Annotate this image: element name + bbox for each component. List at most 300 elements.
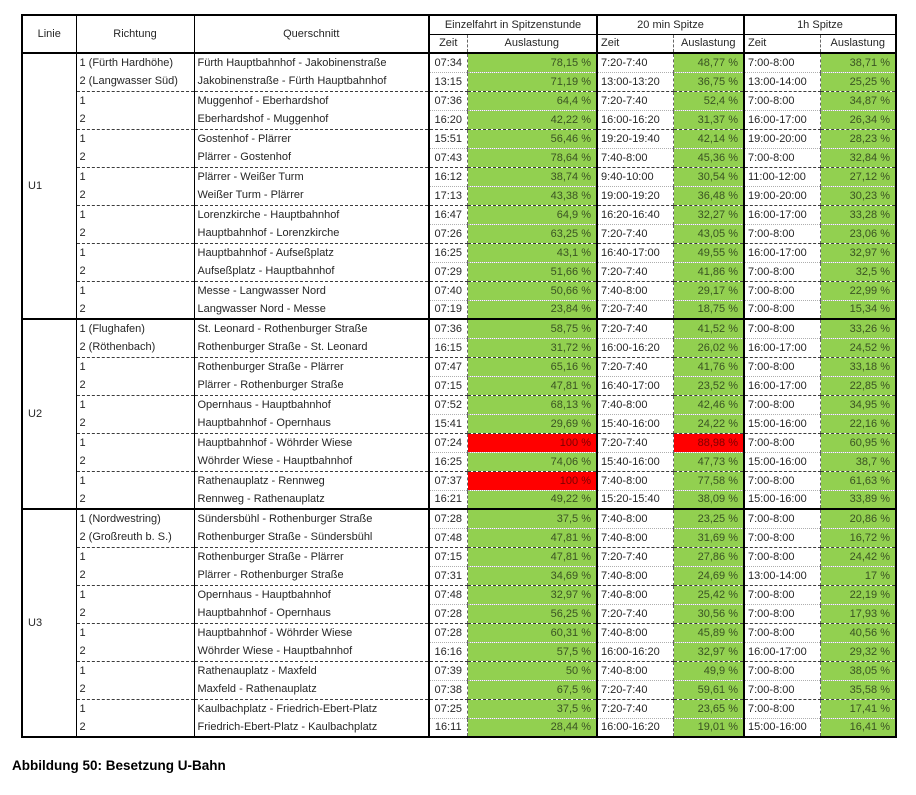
table-row [22, 509, 896, 528]
cell-einzel-auslastung: 56,46 % [467, 129, 597, 148]
col-header-linie: Linie [22, 15, 76, 53]
cell-einzel-zeit: 07:25 [429, 699, 467, 718]
cell-querschnitt: Rennweg - Rathenauplatz [194, 490, 429, 509]
cell-einzel-auslastung: 43,1 % [467, 243, 597, 262]
cell-einzel-auslastung: 78,15 % [467, 53, 597, 72]
cell-einzel-auslastung: 100 % [467, 433, 597, 452]
cell-querschnitt: Rathenauplatz - Rennweg [194, 471, 429, 490]
cell-einzel-auslastung: 47,81 % [467, 528, 597, 547]
cell-20min-zeit: 9:40-10:00 [597, 167, 673, 186]
cell-einzel-zeit: 07:52 [429, 395, 467, 414]
cell-20min-zeit: 7:40-8:00 [597, 395, 673, 414]
cell-linie: U3 [22, 509, 76, 737]
cell-linie: U2 [22, 319, 76, 509]
cell-20min-zeit: 16:40-17:00 [597, 243, 673, 262]
cell-einzel-auslastung: 58,75 % [467, 319, 597, 338]
cell-1h-zeit: 7:00-8:00 [744, 357, 820, 376]
col-header-einzelfahrt: Einzelfahrt in Spitzenstunde [429, 15, 597, 34]
cell-einzel-auslastung: 50 % [467, 661, 597, 680]
table-row [22, 72, 896, 91]
table-row [22, 661, 896, 680]
cell-1h-auslastung: 24,42 % [820, 547, 896, 566]
cell-richtung: 2 [76, 148, 194, 167]
col-header-richtung: Richtung [76, 15, 194, 53]
cell-einzel-auslastung: 23,84 % [467, 300, 597, 319]
cell-1h-zeit: 7:00-8:00 [744, 148, 820, 167]
cell-1h-zeit: 7:00-8:00 [744, 699, 820, 718]
cell-einzel-zeit: 07:39 [429, 661, 467, 680]
cell-querschnitt: Rothenburger Straße - Plärrer [194, 357, 429, 376]
cell-einzel-auslastung: 57,5 % [467, 642, 597, 661]
cell-einzel-auslastung: 29,69 % [467, 414, 597, 433]
cell-einzel-zeit: 07:28 [429, 509, 467, 528]
cell-einzel-zeit: 07:31 [429, 566, 467, 585]
cell-richtung: 2 [76, 566, 194, 585]
cell-1h-zeit: 7:00-8:00 [744, 281, 820, 300]
cell-20min-auslastung: 24,69 % [673, 566, 744, 585]
cell-richtung: 2 [76, 680, 194, 699]
cell-20min-zeit: 7:20-7:40 [597, 91, 673, 110]
table-row [22, 262, 896, 281]
cell-1h-auslastung: 61,63 % [820, 471, 896, 490]
table-row [22, 414, 896, 433]
cell-1h-auslastung: 32,97 % [820, 243, 896, 262]
cell-20min-auslastung: 30,56 % [673, 604, 744, 623]
cell-einzel-zeit: 07:36 [429, 91, 467, 110]
table-row [22, 53, 896, 72]
cell-20min-zeit: 7:40-8:00 [597, 148, 673, 167]
table-row [22, 433, 896, 452]
cell-1h-zeit: 16:00-17:00 [744, 642, 820, 661]
cell-20min-zeit: 7:40-8:00 [597, 585, 673, 604]
table-row [22, 680, 896, 699]
table-row [22, 452, 896, 471]
cell-1h-zeit: 7:00-8:00 [744, 623, 820, 642]
table-header [22, 15, 896, 53]
cell-1h-auslastung: 27,12 % [820, 167, 896, 186]
cell-richtung: 1 [76, 433, 194, 452]
cell-1h-zeit: 7:00-8:00 [744, 471, 820, 490]
cell-einzel-auslastung: 38,74 % [467, 167, 597, 186]
cell-richtung: 2 [76, 414, 194, 433]
cell-20min-auslastung: 29,17 % [673, 281, 744, 300]
cell-einzel-auslastung: 60,31 % [467, 623, 597, 642]
col-header-20min-spitze: 20 min Spitze [597, 15, 744, 34]
cell-richtung: 1 [76, 471, 194, 490]
cell-20min-zeit: 15:40-16:00 [597, 414, 673, 433]
cell-20min-auslastung: 45,89 % [673, 623, 744, 642]
cell-richtung: 2 (Großreuth b. S.) [76, 528, 194, 547]
cell-einzel-zeit: 15:41 [429, 414, 467, 433]
table-row [22, 319, 896, 338]
cell-20min-zeit: 7:20-7:40 [597, 300, 673, 319]
cell-20min-zeit: 16:00-16:20 [597, 110, 673, 129]
cell-richtung: 2 [76, 604, 194, 623]
table-row [22, 186, 896, 205]
cell-einzel-auslastung: 47,81 % [467, 376, 597, 395]
cell-querschnitt: Muggenhof - Eberhardshof [194, 91, 429, 110]
cell-einzel-zeit: 07:48 [429, 585, 467, 604]
cell-richtung: 1 [76, 699, 194, 718]
table-row [22, 604, 896, 623]
cell-richtung: 1 [76, 395, 194, 414]
cell-querschnitt: Lorenzkirche - Hauptbahnhof [194, 205, 429, 224]
cell-1h-zeit: 16:00-17:00 [744, 205, 820, 224]
cell-einzel-zeit: 16:16 [429, 642, 467, 661]
cell-20min-auslastung: 27,86 % [673, 547, 744, 566]
cell-einzel-auslastung: 50,66 % [467, 281, 597, 300]
cell-querschnitt: Rothenburger Straße - Plärrer [194, 547, 429, 566]
cell-einzel-auslastung: 56,25 % [467, 604, 597, 623]
cell-querschnitt: Messe - Langwasser Nord [194, 281, 429, 300]
cell-20min-auslastung: 36,48 % [673, 186, 744, 205]
cell-richtung: 2 [76, 262, 194, 281]
cell-einzel-zeit: 16:12 [429, 167, 467, 186]
cell-1h-zeit: 7:00-8:00 [744, 509, 820, 528]
cell-richtung: 2 [76, 452, 194, 471]
table-row [22, 585, 896, 604]
cell-querschnitt: Gostenhof - Plärrer [194, 129, 429, 148]
cell-querschnitt: Wöhrder Wiese - Hauptbahnhof [194, 452, 429, 471]
cell-einzel-auslastung: 31,72 % [467, 338, 597, 357]
cell-richtung: 2 [76, 186, 194, 205]
cell-einzel-zeit: 07:19 [429, 300, 467, 319]
cell-querschnitt: St. Leonard - Rothenburger Straße [194, 319, 429, 338]
cell-richtung: 1 [76, 129, 194, 148]
cell-20min-zeit: 7:20-7:40 [597, 680, 673, 699]
cell-einzel-auslastung: 78,64 % [467, 148, 597, 167]
cell-richtung: 1 [76, 585, 194, 604]
table-row [22, 148, 896, 167]
cell-1h-auslastung: 16,41 % [820, 718, 896, 737]
cell-1h-zeit: 13:00-14:00 [744, 566, 820, 585]
cell-20min-zeit: 7:40-8:00 [597, 528, 673, 547]
cell-einzel-zeit: 07:34 [429, 53, 467, 72]
cell-querschnitt: Friedrich-Ebert-Platz - Kaulbachplatz [194, 718, 429, 737]
cell-richtung: 2 [76, 718, 194, 737]
cell-1h-auslastung: 33,26 % [820, 319, 896, 338]
cell-einzel-auslastung: 28,44 % [467, 718, 597, 737]
table-row [22, 300, 896, 319]
table-row [22, 205, 896, 224]
cell-1h-auslastung: 35,58 % [820, 680, 896, 699]
cell-einzel-auslastung: 49,22 % [467, 490, 597, 509]
cell-1h-zeit: 7:00-8:00 [744, 224, 820, 243]
cell-20min-zeit: 19:20-19:40 [597, 129, 673, 148]
cell-1h-zeit: 15:00-16:00 [744, 490, 820, 509]
cell-richtung: 1 [76, 91, 194, 110]
cell-querschnitt: Plärrer - Rothenburger Straße [194, 566, 429, 585]
col-header-einzel-zeit: Zeit [429, 34, 467, 53]
table-row [22, 547, 896, 566]
table-row [22, 642, 896, 661]
cell-einzel-auslastung: 47,81 % [467, 547, 597, 566]
cell-querschnitt: Opernhaus - Hauptbahnhof [194, 585, 429, 604]
cell-einzel-auslastung: 32,97 % [467, 585, 597, 604]
cell-20min-auslastung: 45,36 % [673, 148, 744, 167]
cell-1h-auslastung: 34,95 % [820, 395, 896, 414]
cell-1h-auslastung: 17,41 % [820, 699, 896, 718]
cell-20min-auslastung: 77,58 % [673, 471, 744, 490]
table-row [22, 471, 896, 490]
cell-20min-auslastung: 23,52 % [673, 376, 744, 395]
cell-20min-auslastung: 36,75 % [673, 72, 744, 91]
cell-20min-zeit: 16:20-16:40 [597, 205, 673, 224]
cell-einzel-auslastung: 100 % [467, 471, 597, 490]
cell-richtung: 1 [76, 623, 194, 642]
cell-20min-zeit: 19:00-19:20 [597, 186, 673, 205]
table-row [22, 718, 896, 737]
cell-richtung: 2 [76, 224, 194, 243]
cell-20min-zeit: 7:40-8:00 [597, 566, 673, 585]
table-row [22, 243, 896, 262]
cell-20min-auslastung: 25,42 % [673, 585, 744, 604]
cell-1h-zeit: 7:00-8:00 [744, 604, 820, 623]
cell-einzel-auslastung: 34,69 % [467, 566, 597, 585]
cell-1h-auslastung: 28,23 % [820, 129, 896, 148]
cell-richtung: 1 [76, 205, 194, 224]
cell-1h-auslastung: 17 % [820, 566, 896, 585]
col-header-1h-spitze: 1h Spitze [744, 15, 896, 34]
cell-1h-auslastung: 23,06 % [820, 224, 896, 243]
cell-1h-zeit: 7:00-8:00 [744, 433, 820, 452]
cell-1h-zeit: 7:00-8:00 [744, 300, 820, 319]
cell-20min-auslastung: 31,37 % [673, 110, 744, 129]
table-row [22, 281, 896, 300]
cell-1h-auslastung: 34,87 % [820, 91, 896, 110]
cell-1h-auslastung: 38,71 % [820, 53, 896, 72]
cell-einzel-zeit: 07:43 [429, 148, 467, 167]
cell-20min-auslastung: 23,65 % [673, 699, 744, 718]
cell-querschnitt: Plärrer - Weißer Turm [194, 167, 429, 186]
cell-linie: U1 [22, 53, 76, 319]
table-row [22, 167, 896, 186]
cell-einzel-auslastung: 42,22 % [467, 110, 597, 129]
cell-20min-zeit: 7:20-7:40 [597, 319, 673, 338]
cell-einzel-auslastung: 65,16 % [467, 357, 597, 376]
table-row [22, 129, 896, 148]
cell-20min-auslastung: 42,46 % [673, 395, 744, 414]
cell-1h-zeit: 7:00-8:00 [744, 53, 820, 72]
cell-einzel-zeit: 07:37 [429, 471, 467, 490]
table-row [22, 490, 896, 509]
cell-1h-zeit: 15:00-16:00 [744, 452, 820, 471]
cell-einzel-zeit: 07:29 [429, 262, 467, 281]
cell-richtung: 1 [76, 281, 194, 300]
cell-20min-auslastung: 52,4 % [673, 91, 744, 110]
cell-einzel-zeit: 07:48 [429, 528, 467, 547]
cell-20min-auslastung: 18,75 % [673, 300, 744, 319]
cell-1h-auslastung: 16,72 % [820, 528, 896, 547]
table-row [22, 528, 896, 547]
table-row [22, 699, 896, 718]
cell-1h-auslastung: 22,99 % [820, 281, 896, 300]
cell-1h-auslastung: 33,89 % [820, 490, 896, 509]
cell-20min-zeit: 7:20-7:40 [597, 262, 673, 281]
col-header-20min-auslastung: Auslastung [673, 34, 744, 53]
cell-richtung: 1 [76, 167, 194, 186]
cell-20min-auslastung: 41,52 % [673, 319, 744, 338]
cell-querschnitt: Opernhaus - Hauptbahnhof [194, 395, 429, 414]
cell-richtung: 1 (Fürth Hardhöhe) [76, 53, 194, 72]
cell-1h-zeit: 7:00-8:00 [744, 395, 820, 414]
cell-richtung: 2 (Langwasser Süd) [76, 72, 194, 91]
document-page [0, 14, 916, 795]
cell-einzel-zeit: 16:15 [429, 338, 467, 357]
cell-1h-zeit: 7:00-8:00 [744, 91, 820, 110]
cell-1h-auslastung: 30,23 % [820, 186, 896, 205]
cell-querschnitt: Langwasser Nord - Messe [194, 300, 429, 319]
cell-richtung: 2 [76, 110, 194, 129]
cell-querschnitt: Hauptbahnhof - Opernhaus [194, 414, 429, 433]
cell-querschnitt: Plärrer - Rothenburger Straße [194, 376, 429, 395]
cell-20min-auslastung: 19,01 % [673, 718, 744, 737]
cell-20min-zeit: 16:00-16:20 [597, 338, 673, 357]
cell-1h-auslastung: 40,56 % [820, 623, 896, 642]
cell-einzel-zeit: 07:24 [429, 433, 467, 452]
cell-1h-zeit: 7:00-8:00 [744, 319, 820, 338]
cell-einzel-zeit: 16:11 [429, 718, 467, 737]
cell-einzel-zeit: 17:13 [429, 186, 467, 205]
cell-1h-zeit: 15:00-16:00 [744, 414, 820, 433]
cell-20min-auslastung: 43,05 % [673, 224, 744, 243]
cell-einzel-auslastung: 64,9 % [467, 205, 597, 224]
table-row [22, 338, 896, 357]
cell-20min-auslastung: 38,09 % [673, 490, 744, 509]
cell-einzel-auslastung: 67,5 % [467, 680, 597, 699]
cell-20min-auslastung: 41,76 % [673, 357, 744, 376]
table-body [22, 53, 896, 737]
cell-einzel-auslastung: 37,5 % [467, 699, 597, 718]
cell-querschnitt: Maxfeld - Rathenauplatz [194, 680, 429, 699]
cell-1h-zeit: 7:00-8:00 [744, 528, 820, 547]
cell-richtung: 1 (Flughafen) [76, 319, 194, 338]
cell-querschnitt: Plärrer - Gostenhof [194, 148, 429, 167]
cell-querschnitt: Hauptbahnhof - Lorenzkirche [194, 224, 429, 243]
table-row [22, 110, 896, 129]
cell-20min-zeit: 15:20-15:40 [597, 490, 673, 509]
cell-1h-auslastung: 32,84 % [820, 148, 896, 167]
cell-20min-zeit: 7:20-7:40 [597, 604, 673, 623]
cell-20min-zeit: 7:20-7:40 [597, 433, 673, 452]
table-row [22, 395, 896, 414]
col-header-querschnitt: Querschnitt [194, 15, 429, 53]
col-header-einzel-auslastung: Auslastung [467, 34, 597, 53]
cell-einzel-zeit: 07:26 [429, 224, 467, 243]
cell-20min-auslastung: 30,54 % [673, 167, 744, 186]
cell-20min-auslastung: 32,27 % [673, 205, 744, 224]
cell-20min-zeit: 7:20-7:40 [597, 224, 673, 243]
cell-querschnitt: Fürth Hauptbahnhof - Jakobinenstraße [194, 53, 429, 72]
cell-1h-zeit: 15:00-16:00 [744, 718, 820, 737]
cell-richtung: 1 [76, 547, 194, 566]
cell-querschnitt: Sündersbühl - Rothenburger Straße [194, 509, 429, 528]
besetzung-table [21, 14, 897, 738]
cell-einzel-zeit: 16:20 [429, 110, 467, 129]
cell-einzel-auslastung: 63,25 % [467, 224, 597, 243]
cell-20min-auslastung: 59,61 % [673, 680, 744, 699]
cell-1h-auslastung: 29,32 % [820, 642, 896, 661]
cell-20min-zeit: 7:40-8:00 [597, 281, 673, 300]
cell-20min-zeit: 7:40-8:00 [597, 471, 673, 490]
cell-20min-zeit: 7:40-8:00 [597, 509, 673, 528]
cell-20min-auslastung: 42,14 % [673, 129, 744, 148]
cell-einzel-auslastung: 71,19 % [467, 72, 597, 91]
cell-querschnitt: Wöhrder Wiese - Hauptbahnhof [194, 642, 429, 661]
cell-20min-auslastung: 88,98 % [673, 433, 744, 452]
cell-querschnitt: Rathenauplatz - Maxfeld [194, 661, 429, 680]
cell-einzel-zeit: 07:28 [429, 623, 467, 642]
cell-1h-zeit: 16:00-17:00 [744, 110, 820, 129]
col-header-1h-auslastung: Auslastung [820, 34, 896, 53]
cell-einzel-auslastung: 37,5 % [467, 509, 597, 528]
cell-richtung: 1 (Nordwestring) [76, 509, 194, 528]
cell-1h-auslastung: 60,95 % [820, 433, 896, 452]
cell-1h-auslastung: 38,05 % [820, 661, 896, 680]
figure-caption: Abbildung 50: Besetzung U-Bahn [12, 758, 226, 773]
cell-20min-zeit: 16:00-16:20 [597, 642, 673, 661]
cell-1h-auslastung: 17,93 % [820, 604, 896, 623]
cell-20min-zeit: 7:20-7:40 [597, 53, 673, 72]
cell-1h-auslastung: 26,34 % [820, 110, 896, 129]
cell-1h-auslastung: 22,85 % [820, 376, 896, 395]
cell-1h-auslastung: 15,34 % [820, 300, 896, 319]
cell-20min-zeit: 7:40-8:00 [597, 661, 673, 680]
cell-20min-auslastung: 31,69 % [673, 528, 744, 547]
cell-20min-auslastung: 47,73 % [673, 452, 744, 471]
cell-einzel-auslastung: 64,4 % [467, 91, 597, 110]
cell-richtung: 1 [76, 661, 194, 680]
cell-20min-zeit: 15:40-16:00 [597, 452, 673, 471]
cell-richtung: 2 [76, 300, 194, 319]
cell-20min-auslastung: 41,86 % [673, 262, 744, 281]
cell-querschnitt: Aufseßplatz - Hauptbahnhof [194, 262, 429, 281]
table-row [22, 623, 896, 642]
cell-einzel-zeit: 16:47 [429, 205, 467, 224]
cell-1h-zeit: 7:00-8:00 [744, 547, 820, 566]
cell-richtung: 1 [76, 357, 194, 376]
cell-1h-zeit: 7:00-8:00 [744, 585, 820, 604]
cell-20min-auslastung: 49,55 % [673, 243, 744, 262]
cell-einzel-zeit: 07:38 [429, 680, 467, 699]
cell-einzel-zeit: 07:40 [429, 281, 467, 300]
cell-1h-auslastung: 38,7 % [820, 452, 896, 471]
cell-einzel-auslastung: 43,38 % [467, 186, 597, 205]
cell-1h-zeit: 16:00-17:00 [744, 243, 820, 262]
cell-1h-auslastung: 33,28 % [820, 205, 896, 224]
cell-einzel-auslastung: 74,06 % [467, 452, 597, 471]
table-row [22, 91, 896, 110]
cell-1h-auslastung: 22,16 % [820, 414, 896, 433]
cell-1h-zeit: 16:00-17:00 [744, 376, 820, 395]
cell-1h-auslastung: 32,5 % [820, 262, 896, 281]
cell-1h-zeit: 19:00-20:00 [744, 186, 820, 205]
cell-richtung: 2 [76, 490, 194, 509]
cell-einzel-zeit: 15:51 [429, 129, 467, 148]
cell-1h-auslastung: 25,25 % [820, 72, 896, 91]
cell-1h-zeit: 13:00-14:00 [744, 72, 820, 91]
col-header-1h-zeit: Zeit [744, 34, 820, 53]
cell-20min-auslastung: 24,22 % [673, 414, 744, 433]
table-row [22, 357, 896, 376]
cell-einzel-zeit: 07:15 [429, 376, 467, 395]
cell-querschnitt: Hauptbahnhof - Aufseßplatz [194, 243, 429, 262]
cell-1h-auslastung: 20,86 % [820, 509, 896, 528]
cell-20min-zeit: 7:40-8:00 [597, 623, 673, 642]
cell-einzel-zeit: 13:15 [429, 72, 467, 91]
cell-richtung: 1 [76, 243, 194, 262]
cell-1h-zeit: 7:00-8:00 [744, 661, 820, 680]
